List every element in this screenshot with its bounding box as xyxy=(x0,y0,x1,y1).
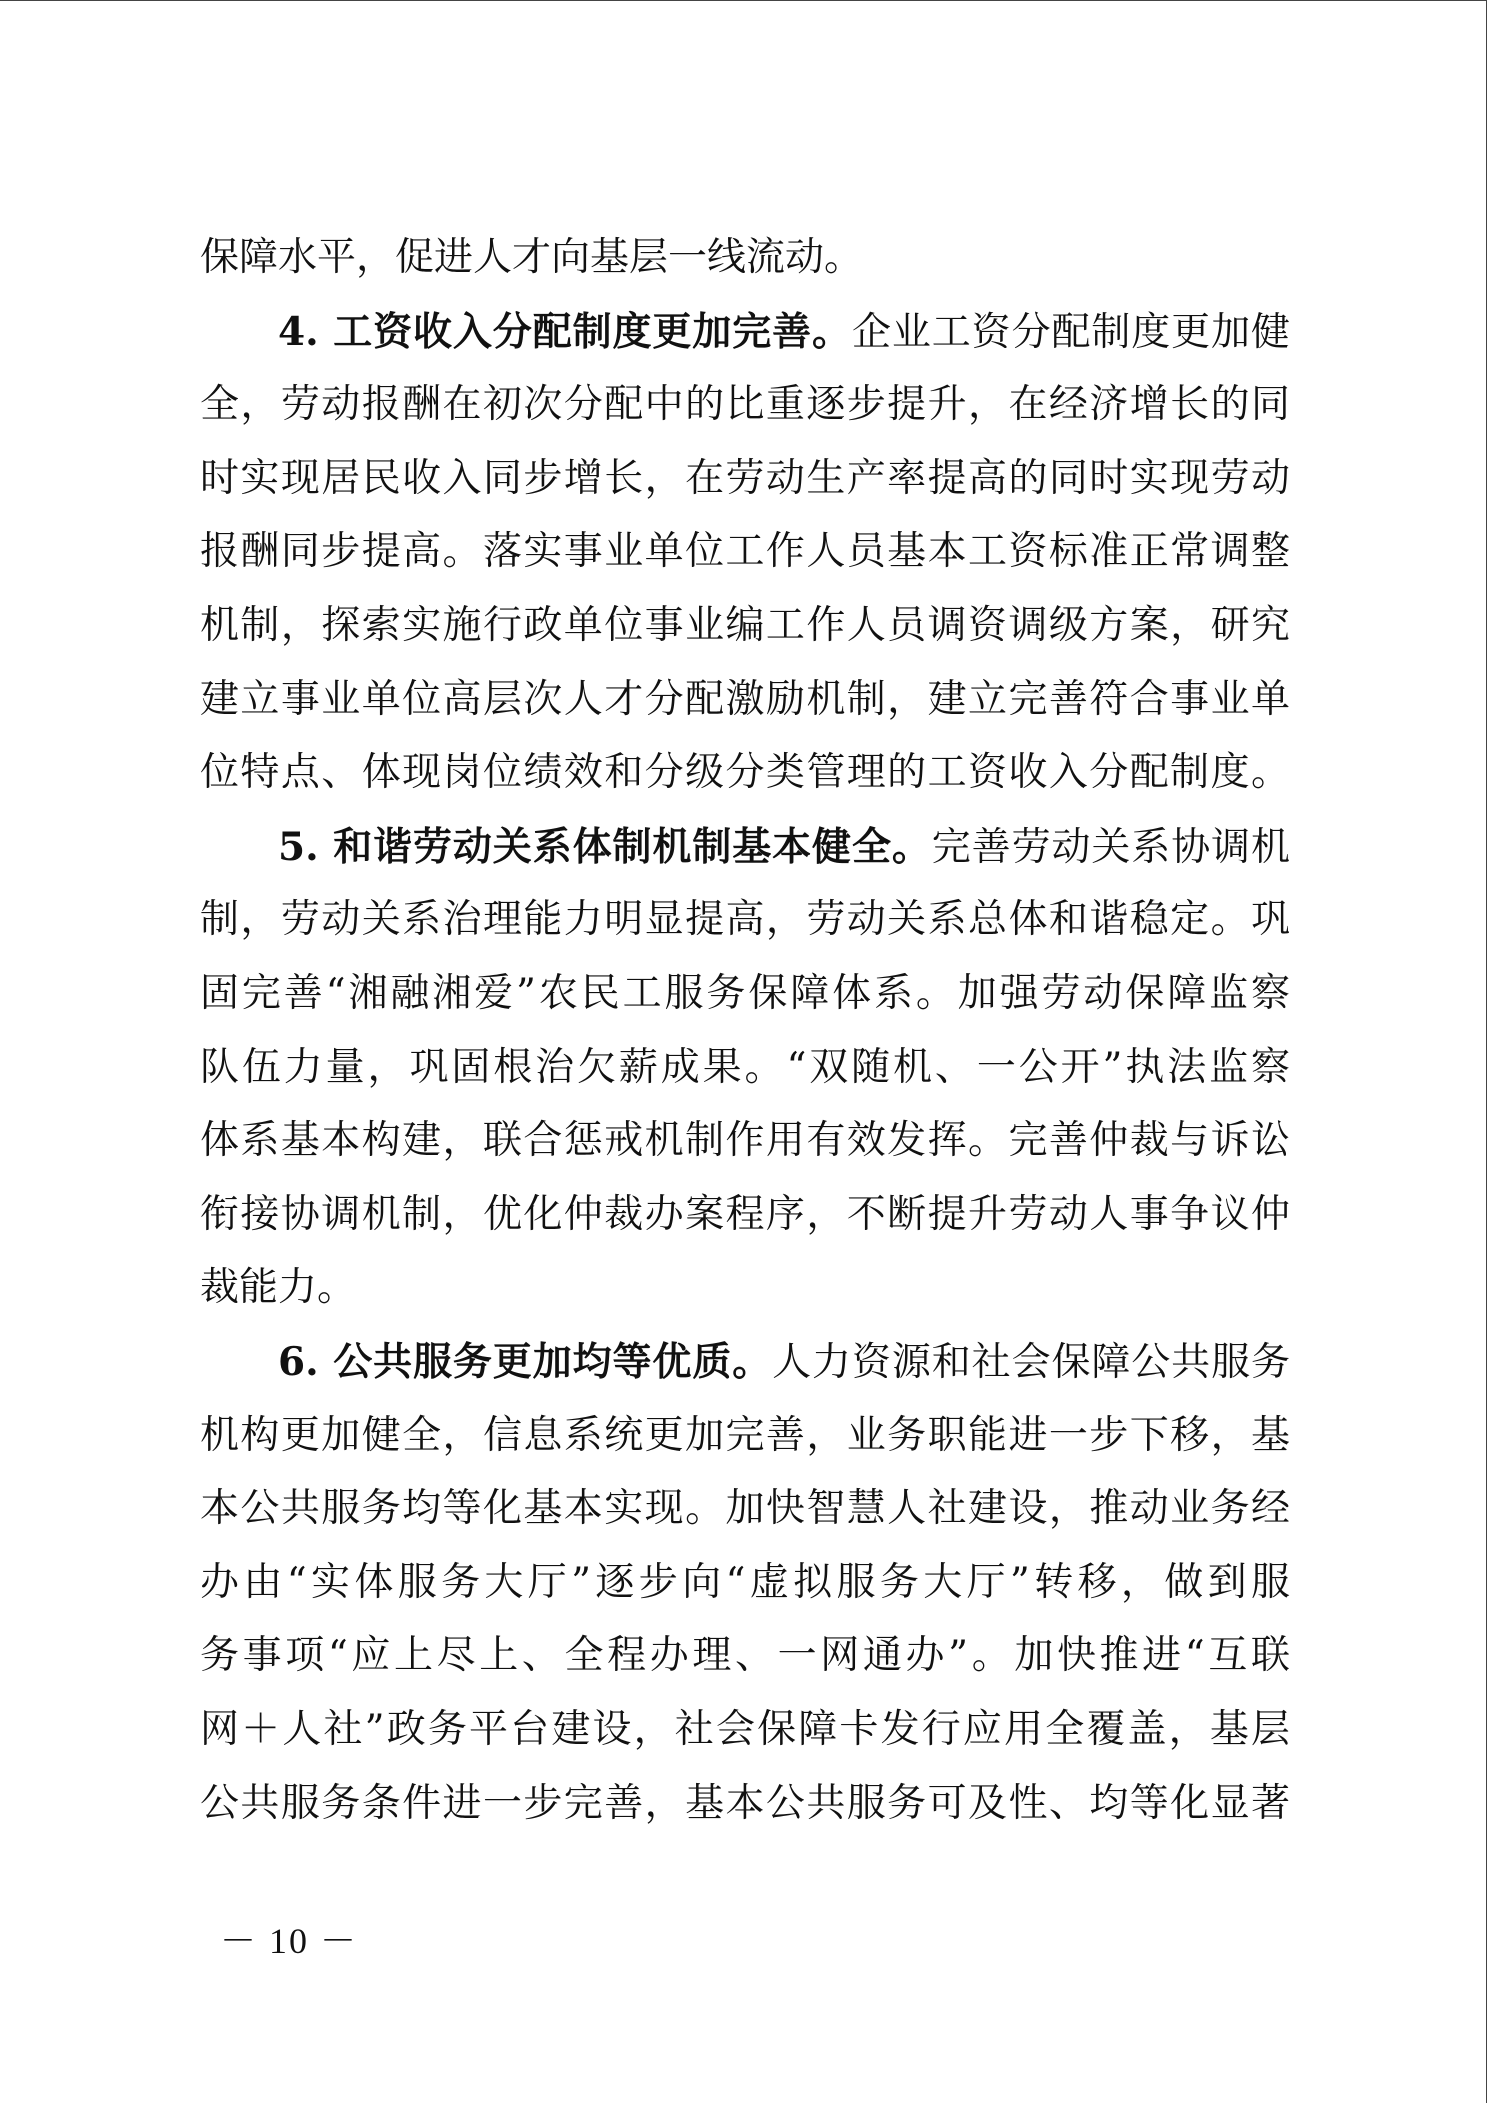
text-line xyxy=(200,1618,1290,1694)
section-heading: 6. 公共服务更加均等优质。 xyxy=(278,1339,773,1385)
section-heading: 4. 工资收入分配制度更加完善。 xyxy=(278,308,852,355)
text-line xyxy=(200,220,1290,296)
text-line xyxy=(200,735,1290,811)
text-line xyxy=(200,588,1290,664)
text-line xyxy=(200,1103,1290,1179)
line-text: 建立事业单位高层次人才分配激励机制，建立完善符合事业单 xyxy=(200,676,1290,722)
text-line xyxy=(200,882,1290,958)
line-text: 固完善“湘融湘爱”农民工服务保障体系。加强劳动保障监察 xyxy=(200,971,1290,1016)
line-text: 位特点、体现岗位绩效和分级分类管理的工资收入分配制度。 xyxy=(200,750,1290,796)
text-line xyxy=(200,662,1290,738)
paragraph-heading-line xyxy=(200,809,1290,885)
line-text: 人力资源和社会保障公共服务 xyxy=(772,1340,1290,1385)
line-text: 裁能力。 xyxy=(200,1265,357,1311)
line-text: 机构更加健全，信息系统更加完善，业务职能进一步下移，基 xyxy=(200,1412,1290,1458)
paragraph-heading-line xyxy=(200,1324,1290,1400)
line-text: 务事项“应上尽上、全程办理、一网通办”。加快推进“互联 xyxy=(200,1633,1290,1679)
line-text: 公共服务条件进一步完善，基本公共服务可及性、均等化显著 xyxy=(200,1780,1290,1826)
text-line xyxy=(200,514,1290,590)
line-text: 企业工资分配制度更加健 xyxy=(851,309,1290,355)
line-text: 机制，探索实施行政单位事业编工作人员调资调级方案，研究 xyxy=(200,603,1290,648)
line-text: 网＋人社”政务平台建设，社会保障卡发行应用全覆盖，基层 xyxy=(200,1707,1290,1752)
text-line xyxy=(200,1250,1290,1326)
line-text: 队伍力量，巩固根治欠薪成果。“双随机、一公开”执法监察 xyxy=(200,1044,1290,1090)
line-text: 保障水平，促进人才向基层一线流动。 xyxy=(200,235,864,280)
text-line xyxy=(200,1398,1290,1474)
line-text: 本公共服务均等化基本实现。加快智慧人社建设，推动业务经 xyxy=(200,1486,1290,1532)
section-heading: 5. 和谐劳动关系体制机制基本健全。 xyxy=(278,823,932,870)
line-text: 完善劳动关系协调机 xyxy=(931,824,1290,870)
text-line xyxy=(200,1177,1290,1253)
line-text: 体系基本构建，联合惩戒机制作用有效发挥。完善仲裁与诉讼 xyxy=(200,1118,1290,1164)
line-text: 时实现居民收入同步增长，在劳动生产率提高的同时实现劳动 xyxy=(200,455,1290,501)
text-line xyxy=(200,1471,1290,1547)
text-line xyxy=(200,441,1290,517)
text-line xyxy=(200,1692,1290,1768)
page-number: － 10 － xyxy=(220,1921,359,1961)
line-text: 办由“实体服务大厅”逐步向“虚拟服务大厅”转移，做到服 xyxy=(200,1559,1290,1605)
text-line xyxy=(200,367,1290,443)
paragraph-heading-line xyxy=(200,294,1290,370)
line-text: 制，劳动关系治理能力明显提高，劳动关系总体和谐稳定。巩 xyxy=(200,897,1290,943)
line-text: 全，劳动报酬在初次分配中的比重逐步提升，在经济增长的同 xyxy=(200,382,1290,428)
line-text: 衔接协调机制，优化仲裁办案程序，不断提升劳动人事争议仲 xyxy=(200,1191,1290,1237)
text-line xyxy=(200,1766,1290,1842)
line-text: 报酬同步提高。落实事业单位工作人员基本工资标准正常调整 xyxy=(200,529,1290,575)
text-line xyxy=(200,1030,1290,1106)
text-line xyxy=(200,956,1290,1032)
text-line xyxy=(200,1545,1290,1621)
